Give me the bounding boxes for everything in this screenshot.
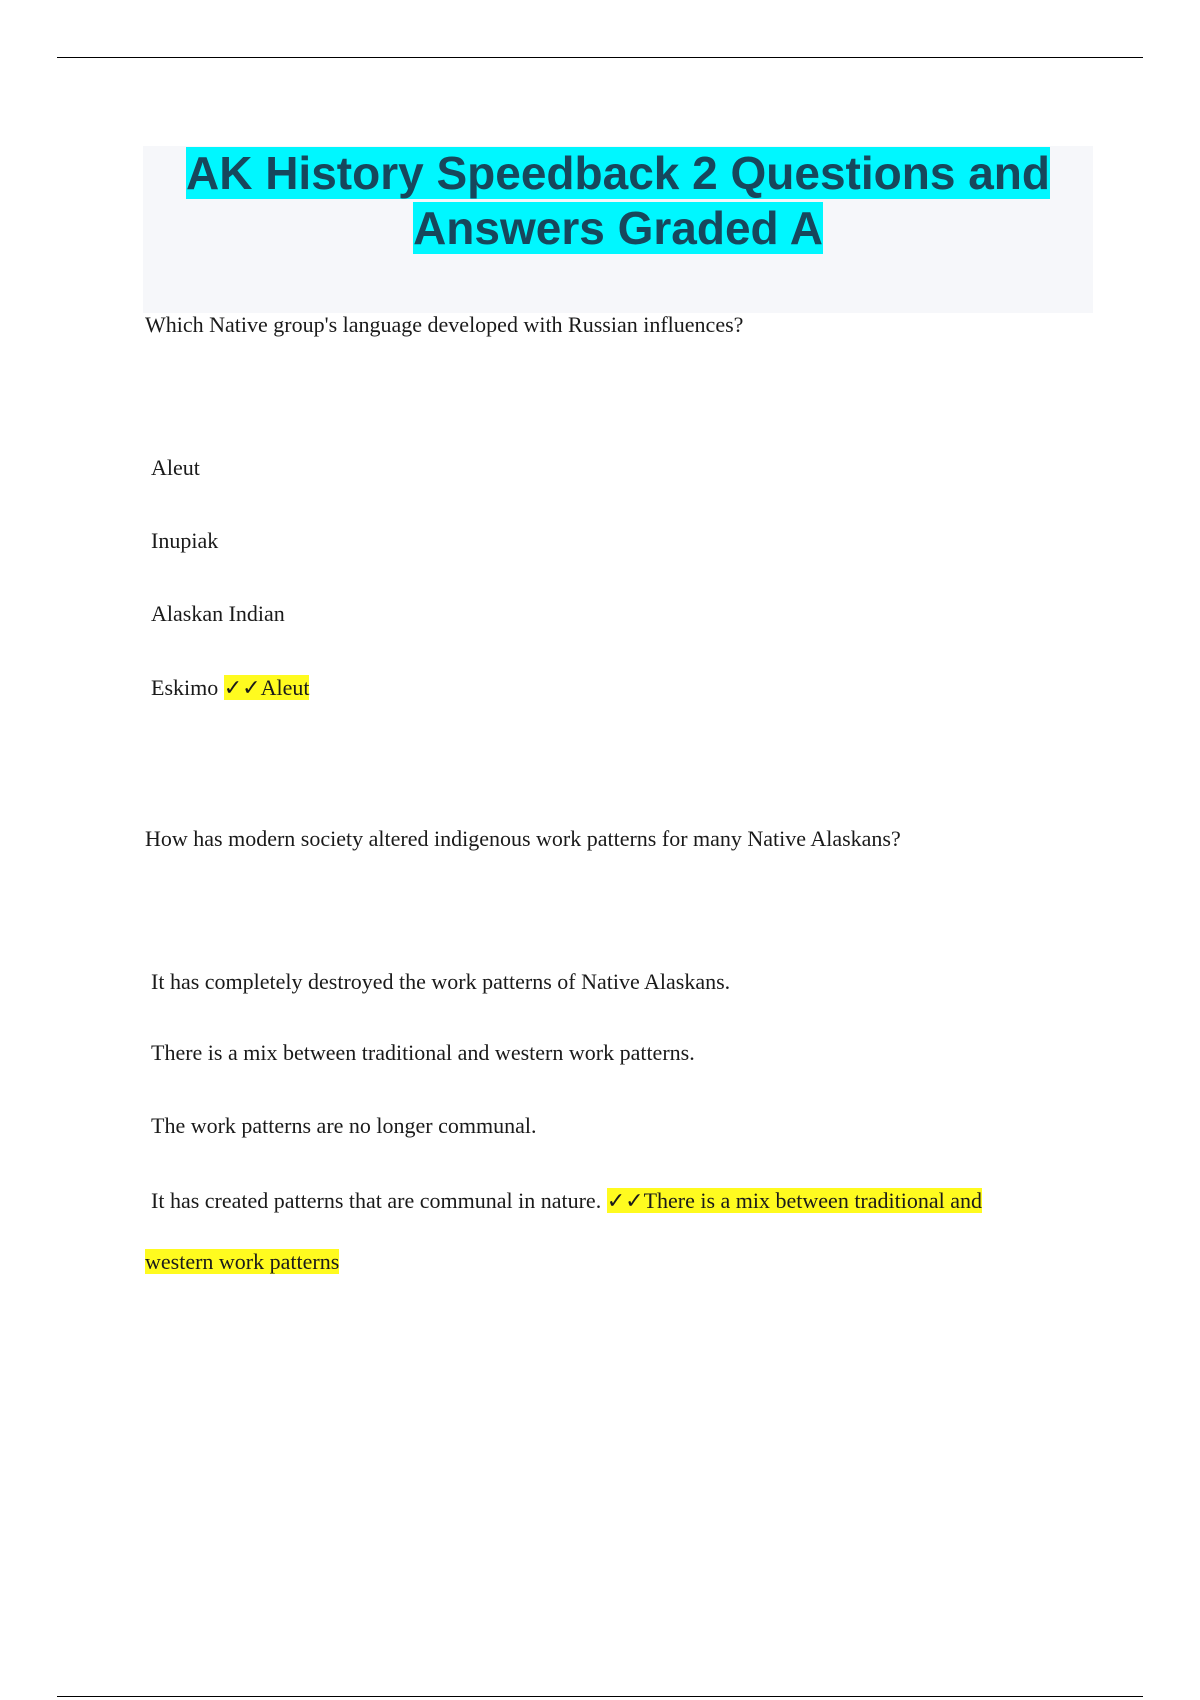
question-1-answer: ✓✓Aleut: [223, 675, 310, 700]
question-1-option-2: Inupiak: [151, 528, 219, 553]
question-2-answer-continued: [145, 1248, 339, 1276]
question-1-option-4: Eskimo: [151, 675, 219, 700]
question-1-option-3: Alaskan Indian: [151, 601, 285, 626]
page-title: [143, 146, 1093, 256]
question-2-option-2: There is a mix between traditional and western work patterns.: [151, 1040, 695, 1065]
bottom-rule: [57, 1696, 1143, 1697]
question-1-option-4-row: [151, 674, 309, 702]
question-1-option-1: Aleut: [151, 455, 200, 480]
title-block: [143, 146, 1093, 313]
top-rule: [57, 57, 1143, 58]
question-2-option-1: It has completely destroyed the work patterns of Native Alaskans.: [151, 969, 731, 994]
question-2-answer-part-1: ✓✓There is a mix between traditional and: [606, 1188, 983, 1213]
question-2-answer-part-2: western work patterns: [145, 1249, 340, 1274]
question-1-text: Which Native group's language developed with Russian influences?: [145, 312, 744, 337]
title-line-2: Answers Graded A: [413, 202, 823, 254]
question-2-text: How has modern society altered indigenous work patterns for many Native Alaskans?: [145, 826, 901, 851]
title-line-1: AK History Speedback 2 Questions and: [185, 147, 1050, 199]
question-2-option-4-row: [151, 1187, 982, 1215]
question-2-option-3: The work patterns are no longer communal.: [151, 1113, 537, 1138]
question-2-option-4: It has created patterns that are communal in nature.: [151, 1188, 602, 1213]
